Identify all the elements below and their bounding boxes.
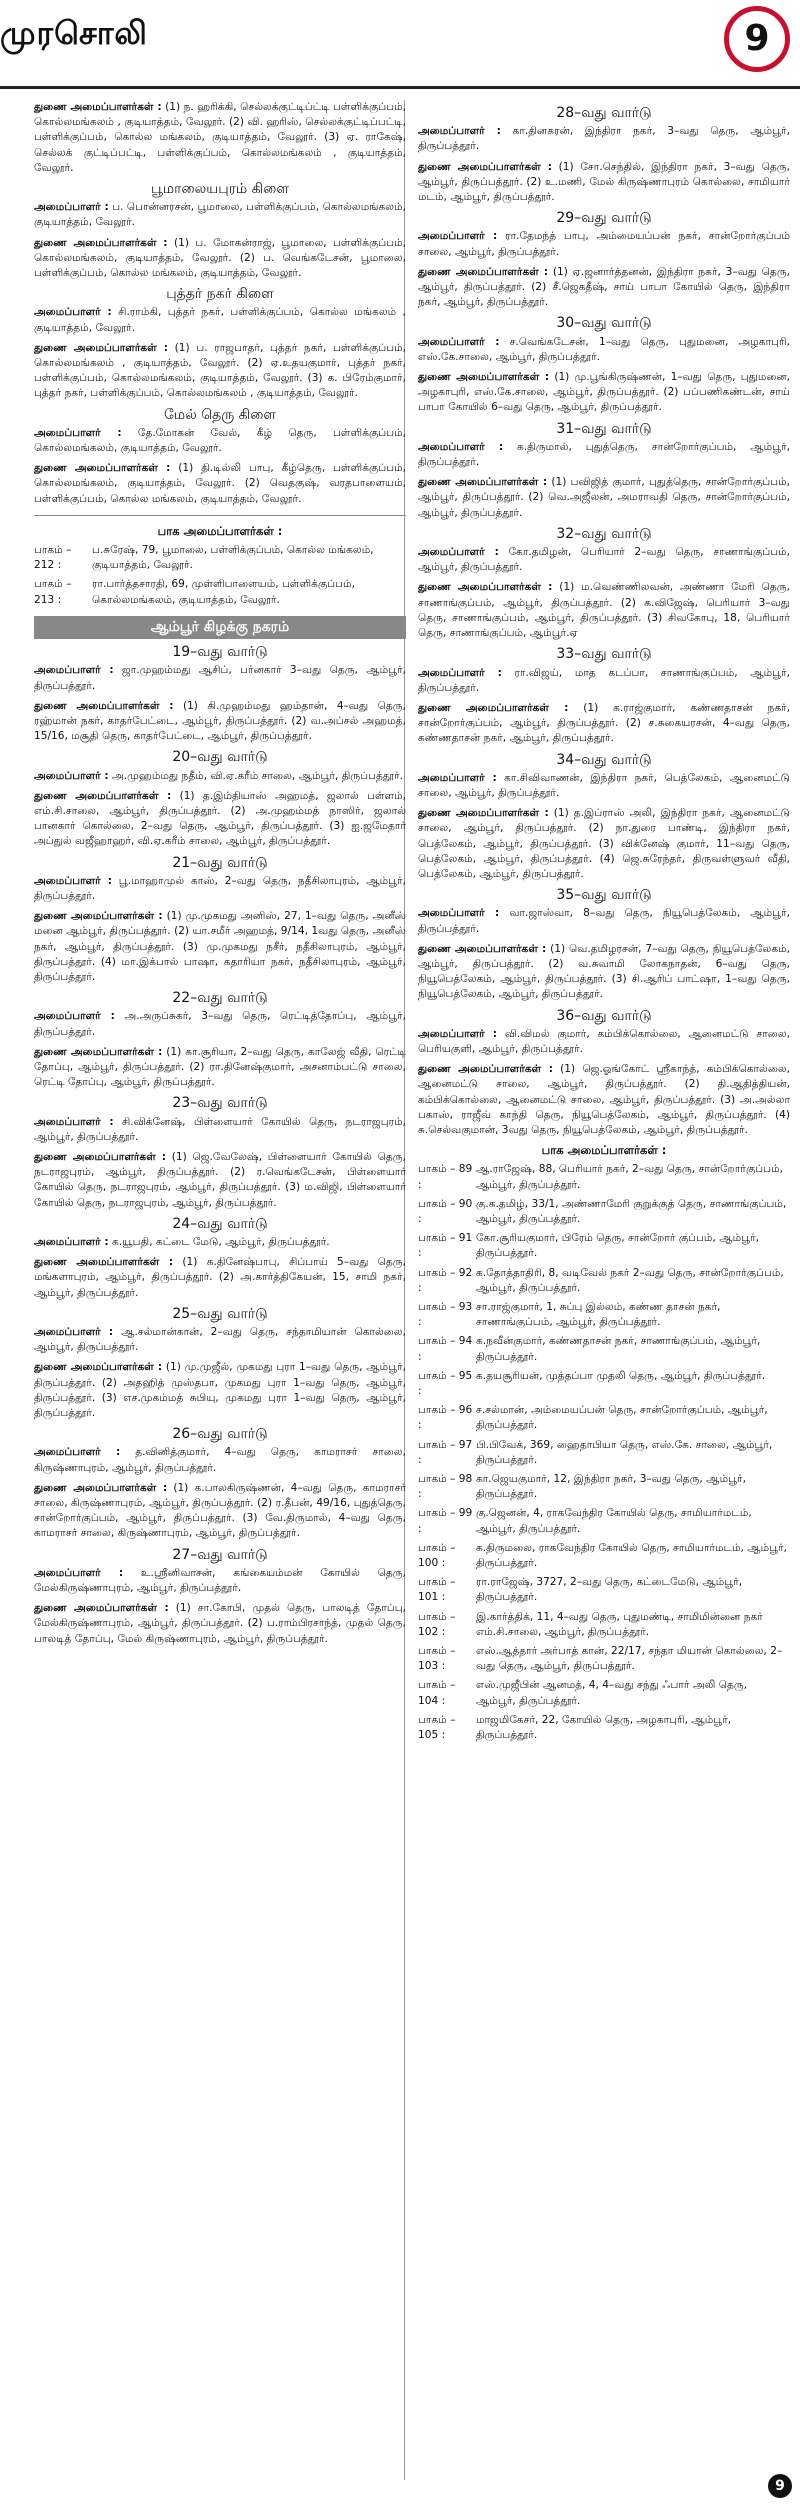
entry-text: க.யூபதி, கட்டை மேடு, ஆம்பூர், திருப்பத்தூர். xyxy=(112,1236,330,1248)
para-number: பாகம் – 89 : xyxy=(418,1163,473,1191)
para-row xyxy=(418,1266,790,1296)
para-organisers-heading: பாக அமைப்பாளர்கள் : xyxy=(157,523,283,538)
para-row xyxy=(34,543,406,573)
para-number: பாகம் – 103 : xyxy=(418,1645,456,1673)
entry-label: துணை அமைப்பாளர்கள் : xyxy=(34,101,162,113)
entry-text: (1) மு.முஜீல், முகமது புரா 1–வது தெரு, ஆம்பூர், திருப்பத்தூர். (2) அதஹித் முஸ்தபா, முகமது புரா 1–வது தெரு, ஆம்பூர், திருப்பத்தூர். (3) எச.முகம்மத் சுபியு, முகமது புரா 1–வது தெரு, ஆம்பூர், திருப்பத்தூர். xyxy=(34,1361,406,1420)
entry-text: கோ.தமிழன், பெரியார் 2–வது தெரு, சாணாங்குப்பம், ஆம்பூர், திருப்பத்தூர். xyxy=(418,546,790,574)
entry-label: அமைப்பாளர் : xyxy=(418,546,499,559)
entry-paragraph xyxy=(418,370,790,416)
ward-heading: 21–வது வார்டு xyxy=(172,854,268,871)
entry-label: துணை அமைப்பாளர்கள் : xyxy=(34,1256,174,1269)
para-row xyxy=(418,1231,790,1261)
entry-text: ரா.தேமந்த் பாபு, அம்மையப்பன் நகர், சான்றோர்குப்பம் சாலை, ஆம்பூர், திருப்பத்தூர். xyxy=(418,230,790,258)
entry-paragraph xyxy=(34,1566,406,1596)
entry-paragraph xyxy=(34,1601,406,1647)
entry-text: (1) கா.சூரியா, 2–வது தெரு, காலேஜ் வீதி, ரெட்டி தோப்பு, ஆம்பூர், திருப்பத்தூர். (2) ரா.தினேஷ்குமார், அசனாம்பட்டு சாலை, ரெட்டி தோப்பு, ஆம்பூர், திருப்பத்தூர். xyxy=(34,1045,406,1089)
entry-paragraph xyxy=(34,1235,406,1250)
entry-text: வா.ஜாஸ்வா, 8–வது தெரு, நியூபெத்லேகம், ஆம்பூர், திருப்பத்தூர். xyxy=(418,907,790,935)
para-row xyxy=(418,1197,790,1227)
para-number: பாகம் – 105 : xyxy=(418,1713,456,1742)
para-number: பாகம் – 104 : xyxy=(418,1679,456,1707)
entry-text: (1) ப. ராஜபாதர், புத்தர் நகர், பள்ளிக்குப்பம், கொல்லமங்கலம் , குடியாத்தம், வேலூர். (2) ஏ.உதயகுமார், புத்தர் நகர், பள்ளிக்குப்பம், கொல்லமங்கலம், குடியாத்தம், வேலூர். (3) க. பிரேம்குமார், புத்தர் நகர், பள்ளிக்குப்பம், கொல்லமங்கலம் , குடியாத்தம், வேலூர். xyxy=(34,341,406,400)
entry-text: அ.முஹம்மது நதீம், வி.ஏ.கரீம் சாலை, ஆம்பூர், திருப்பத்தூர். xyxy=(112,769,403,782)
entry-paragraph xyxy=(418,265,790,311)
entry-label: அமைப்பாளர் : xyxy=(34,426,122,439)
ward-heading: 22–வது வார்டு xyxy=(172,990,268,1007)
ward-heading: 35–வது வார்டு xyxy=(556,887,652,904)
para-text: ச.சல்மான், அம்மையப்பன் தெரு, சான்றோர்குப்பம், ஆம்பூர், திருப்பத்தூர். xyxy=(476,1404,768,1432)
newspaper-title: முரசொலி xyxy=(0,14,148,52)
entry-paragraph xyxy=(34,769,406,784)
para-number: பாகம் – 96 : xyxy=(418,1404,473,1432)
entry-label: துணை அமைப்பாளர்கள் : xyxy=(418,942,547,955)
entry-label: அமைப்பாளர் : xyxy=(34,1446,121,1459)
entry-paragraph xyxy=(418,942,790,1003)
ward-heading: 23–வது வார்டு xyxy=(172,1095,268,1112)
para-text: க.தோத்தாதிரி, 8, வடிவேல் நகர் 2–வது தெரு, சான்றோர்குப்பம், ஆம்பூர், திருப்பத்தூர். xyxy=(476,1266,784,1294)
entry-text: க.திருமால், புதுத்தெரு, சான்றோர்குப்பம், ஆம்பூர், திருப்பத்தூர். xyxy=(418,440,790,469)
para-text: மாஜமிகேசர், 22, கோயில் தெரு, அழகாபுரி, ஆம்பூர், திருப்பத்தூர். xyxy=(476,1713,732,1742)
para-text: ரா.ராஜேஷ், 3727, 2–வது தெரு, கட்டைமேடு, ஆம்பூர், திருப்பத்தூர். xyxy=(476,1576,743,1604)
para-row xyxy=(418,1334,790,1364)
para-number: பாகம் – 101 : xyxy=(418,1576,456,1604)
para-number: பாகம் – 92 : xyxy=(418,1266,473,1294)
ward-heading: 36–வது வார்டு xyxy=(556,1007,652,1024)
para-row xyxy=(418,1472,790,1502)
entry-paragraph xyxy=(34,1115,406,1145)
entry-paragraph xyxy=(418,1027,790,1057)
ward-heading: 32–வது வார்டு xyxy=(556,525,652,542)
ward-heading: 30–வது வார்டு xyxy=(556,315,652,332)
entry-paragraph xyxy=(34,1445,406,1475)
entry-paragraph xyxy=(34,200,406,230)
para-text: க.நவீன்குமார், கண்ணதாசன் நகர், சாணாங்குப்பம், ஆம்பூர், திருப்பத்தூர். xyxy=(476,1335,761,1363)
entry-text: உ.ஸ்ரீனிவாசன், கங்கையம்மன் கோயில் தெரு, மேல்கிருஷ்ணாபுரம், ஆம்பூர், திருப்பத்தூர். xyxy=(34,1566,406,1595)
entry-text: (1) க.தினேஷ்பாபு, சிப்பாய் 5–வது தெரு, மங்களாபுரம், ஆம்பூர், திருப்பத்தூர். (2) அ.கார்த்திகேயன், 15, சாமி நகர், ஆம்பூர், திருப்பத்தூர். xyxy=(34,1256,406,1299)
entry-text: (1) மு.பூங்கிருஷ்ணன், 1–வது தெரு, புதுமனை, அழகாபுரி, எஸ்.கே.சாலை, ஆம்பூர், திருப்பத்தூர். (2) பப்பணிகண்டன், சாய் பாபா கோயில் 6–வது தெரு, ஆம்பூர், திருப்பத்தூர். xyxy=(418,371,790,414)
entry-text: (1) ப. மோகன்ராஜ், பூமாலை, பள்ளிக்குப்பம், கொல்லமங்கலம், குடியாத்தம், வேலூர். (2) ப. வெங்கடேசன், பூமாலை, பள்ளிக்குப்பம், கொல்ல மங்கலம், குடியாத்தம், வேலூர். xyxy=(34,236,406,280)
entry-label: அமைப்பாளர் : xyxy=(34,874,113,887)
entry-paragraph xyxy=(418,1062,790,1138)
entry-text: கா.சிவிவாணன், இந்திரா நகர், பெத்லேகம், ஆனைமட்டு சாலை, ஆம்பூர், திருப்பத்தூர். xyxy=(418,771,790,799)
entry-text: (1) சா.கோபி, முதல் தெரு, பாலடித் தோப்பு, மேல்கிருஷ்ணாபுரம், ஆம்பூர், திருப்பத்தூர். (2) ப.ராம்பிரசாந்த், முதல் தெரு, பாலடித் தோப்பு, மேல் கிருஷ்ணாபுரம், ஆம்பூர், திருப்பத்தூர். xyxy=(34,1602,406,1645)
entry-text: அ.அருப்சுகர், 3–வது தெரு, ரெட்டித்தோப்பு, ஆம்பூர், திருப்பத்தூர். xyxy=(34,1010,406,1038)
entry-paragraph xyxy=(34,909,406,985)
entry-paragraph xyxy=(34,100,406,176)
branch-heading: பூமாலையபுரம் கிளை xyxy=(150,181,289,198)
entry-text: (1) கி.முஹம்மது ஹம்தான், 4–வது தெரு, ரஹ்மான் நகர், காதர்பேட்டை, ஆம்பூர், திருப்பத்தூர். (2) வ.அப்சல் அஹமத், 15/16, மசூதி தெரு, காதர்பேட்டை, ஆம்பூர், திருப்பத்தூர். xyxy=(34,699,406,743)
entry-paragraph xyxy=(34,426,406,456)
entry-text: சி.விக்னேஷ், பிள்ளையார் கோயில் தெரு, நடராஜபுரம், ஆம்பூர், திருப்பத்தூர். xyxy=(34,1115,406,1143)
entry-text: ச.வெங்கடேசன், 1–வது தெரு, புதுமனை, அழகாபுரி, எஸ்.கே.சாலை, ஆம்பூர், திருப்பத்தூர். xyxy=(418,335,790,363)
page-number-badge: 9 xyxy=(724,6,790,72)
para-row xyxy=(418,1610,790,1640)
entry-paragraph xyxy=(418,160,790,206)
entry-paragraph xyxy=(34,461,406,507)
ward-heading: 29–வது வார்டு xyxy=(556,210,652,227)
para-row xyxy=(418,1506,790,1536)
para-number: பாகம் – 99 : xyxy=(418,1507,473,1535)
entry-label: துணை அமைப்பாளர்கள் : xyxy=(418,581,553,594)
entry-label: துணை அமைப்பாளர்கள் : xyxy=(34,1602,169,1615)
para-text: ஆ.ராஜேஷ், 88, பெரியார் நகர், 2–வது தெரு, சான்றோர்குப்பம், ஆம்பூர், திருப்பத்தூர். xyxy=(476,1163,783,1191)
entry-label: அமைப்பாளர் : xyxy=(418,771,497,784)
entry-text: (1) சோ.செந்தில், இந்திரா நகர், 3–வது தெரு, ஆம்பூர், திருப்பத்தூர். (2) உ.மணி, மேல் கிருஷ்ணாபுரம் கொல்லை, சாமியார் மடம், ஆம்பூர், திருப்பத்தூர். xyxy=(418,160,790,204)
entry-paragraph xyxy=(34,341,406,402)
entry-label: துணை அமைப்பாளர்கள் : xyxy=(418,476,548,489)
entry-text: (1) ந. ஹரிக்கி, செல்லக்குட்டிப்ட்டி பள்ளிக்குப்பம், கொல்லமங்கலம் , குடியாத்தம், வேலூர். (2) வி. ஹரிஸ், செல்லக்குட்டிப்பட்டி, பள்ளிக்குப்பம், கொல்ல மங்கலம், குடியாத்தம், வேலூர். (3) ஏ. ராகேஷ், செல்லக் குட்டிப்பட்டி, பள்ளிக்குப்பம், கொல்லமங்கலம் , குடியாத்தம், வேலூர். xyxy=(34,101,406,174)
entry-paragraph xyxy=(34,874,406,904)
ward-heading: 26–வது வார்டு xyxy=(172,1426,268,1443)
para-text: எஸ்.முஜீபின் ஆனமத், 4, 4–வது சந்து ஃபார் அலி தெரு, ஆம்பூர், திருப்பத்தூர். xyxy=(476,1679,748,1707)
entry-label: துணை அமைப்பாளர்கள் : xyxy=(418,1063,553,1076)
entry-paragraph xyxy=(418,124,790,154)
entry-paragraph xyxy=(34,1325,406,1355)
para-row xyxy=(418,1369,790,1399)
entry-label: அமைப்பாளர் : xyxy=(34,306,112,319)
entry-paragraph xyxy=(418,475,790,521)
entry-label: அமைப்பாளர் : xyxy=(418,230,498,243)
para-text: இ.கார்த்திக், 11, 4–வது தெரு, புதுமண்டி, சாமிமின்னை நகர் எம்.சி.சாலை, ஆம்பூர், திருப்பத்தூர். xyxy=(476,1610,763,1638)
entry-paragraph xyxy=(418,701,790,747)
entry-text: (1) மு.முகமது அனிஸ், 27, 1–வது தெரு, அனீஸ் மனை ஆம்பூர், திருப்பத்தூர். (2) யா.சமீர் அஹமத், 9/14, 1வது தெரு, அனீஸ் நகர், ஆம்பூர், திருப்பத்தூர். (3) மு.முகமது நசீர், நதீசிலாபுரம், ஆம்பூர், திருப்பத்தூர். (4) மா.இக்பால் பாஷா, கதாரியா நகர், நதீசிலாபுரம், ஆம்பூர், திருப்பத்தூர். xyxy=(34,910,406,983)
ward-heading: 25–வது வார்டு xyxy=(172,1305,268,1322)
entry-label: துணை அமைப்பாளர்கள் : xyxy=(418,371,550,384)
entry-text: (1) தி.டில்லி பாபு, கீழ்தெரு, பள்ளிக்குப்பம், கொல்லமங்கலம், குடியாத்தம், வேலூர். (2) வெதகுஷ், வரதபாளையம், பள்ளிக்குப்பம், கொல்ல மங்கலம், குடியாத்தம், வேலூர். xyxy=(34,462,406,505)
entry-text: (1) த.இப்ராஸ் அலி, இந்திரா நகர், ஆனைமட்டு சாலை, ஆம்பூர், திருப்பத்தூர். (2) நா.துரை பாண்டி, இந்திரா நகர், பெத்லேகம், ஆம்பூர், திருப்பத்தூர். (3) விக்னேஷ் குமார், 11–வது தெரு, பெத்லேகம், ஆம்பூர், திருப்பத்தூர். (4) ஜெ.சுரேந்தர், திருவள்ளுவர் வீதி, பெத்லேகம், ஆம்பூர், திருப்பத்தூர். xyxy=(418,807,790,880)
entry-paragraph xyxy=(418,440,790,470)
entry-text: த.வினித்குமார், 4–வது தெரு, காமராசர் சாலை, கிருஷ்ணாபுரம், ஆம்பூர், திருப்பத்தூர். xyxy=(34,1446,406,1474)
entry-paragraph xyxy=(34,699,406,745)
entry-label: துணை அமைப்பாளர்கள் : xyxy=(34,1045,163,1058)
entry-label: அமைப்பாளர் : xyxy=(418,335,500,348)
footer-page-number: 9 xyxy=(768,2474,792,2498)
ward-heading: 31–வது வார்டு xyxy=(556,420,652,437)
para-row xyxy=(34,577,406,607)
entry-label: துணை அமைப்பாளர்கள் : xyxy=(34,699,174,712)
entry-label: அமைப்பாளர் : xyxy=(418,907,500,920)
entry-label: துணை அமைப்பாளர்கள் : xyxy=(34,1481,168,1494)
para-number: பாகம் – 97 : xyxy=(418,1438,473,1466)
entry-label: துணை அமைப்பாளர்கள் : xyxy=(34,236,168,249)
entry-label: அமைப்பாளர் : xyxy=(34,1566,124,1579)
entry-label: துணை அமைப்பாளர்கள் : xyxy=(34,789,172,802)
para-number: பாகம் – 212 : xyxy=(34,544,72,572)
entry-label: துணை அமைப்பாளர்கள் : xyxy=(34,462,171,475)
para-row xyxy=(418,1403,790,1433)
entry-label: அமைப்பாளர் : xyxy=(34,1115,114,1128)
entry-paragraph xyxy=(34,663,406,693)
para-text: க.தயசூரியன், முத்தப்பா முதலி தெரு, ஆம்பூர், திருப்பத்தூர். xyxy=(476,1369,766,1382)
para-row xyxy=(418,1438,790,1468)
entry-label: அமைப்பாளர் : xyxy=(34,201,109,214)
entry-text: தே.மோகன் வேல், கீழ் தெரு, பள்ளிக்குப்பம், கொல்லமங்கலம், குடியாத்தம், வேலூர். xyxy=(34,426,406,455)
entry-text: (1) ஏ.ஜனார்த்தனன், இந்திரா நகர், 3–வது தெரு, ஆம்பூர், திருப்பத்தூர். (2) சீ.ஜெகதீஷ், சாய் பாபா கோயில் தெரு, இந்திரா நகர், ஆம்பூர், திருப்பத்தூர். xyxy=(418,265,790,309)
para-row xyxy=(418,1162,790,1192)
entry-label: துணை அமைப்பாளர்கள் : xyxy=(34,341,168,354)
entry-label: அமைப்பாளர் : xyxy=(34,1236,109,1248)
ward-heading: 20–வது வார்டு xyxy=(172,749,268,766)
para-number: பாகம் – 95 : xyxy=(418,1369,473,1398)
entry-paragraph xyxy=(34,1009,406,1039)
para-row xyxy=(418,1713,790,1743)
entry-paragraph xyxy=(34,1255,406,1301)
entry-text: ரா.விஜய், மாத கடப்பா, சாணாங்குப்பம், ஆம்பூர், திருப்பத்தூர். xyxy=(418,666,790,694)
left-column xyxy=(34,100,406,2480)
para-text: ப.சுரேஷ், 79, பூமாலை, பள்ளிக்குப்பம், கொல்ல மங்கலம், குடியாத்தம், வேலூர். xyxy=(92,544,374,572)
para-number: பாகம் – 102 : xyxy=(418,1610,456,1638)
ward-heading: 19–வது வார்டு xyxy=(172,644,268,661)
entry-text: சி.ராம்கி, புத்தர் நகர், பள்ளிக்குப்பம், கொல்ல மங்கலம் , குடியாத்தம், வேலூர். xyxy=(34,306,406,334)
entry-paragraph xyxy=(34,1481,406,1542)
ward-heading: 27–வது வார்டு xyxy=(172,1546,268,1563)
para-text: ரா.பார்த்தசாரதி, 69, முள்ளிபாளையம், பள்ளிக்குப்பம், கொல்லமங்கலம், குடியாத்தம், வேலூர். xyxy=(92,578,355,606)
entry-label: அமைப்பாளர் : xyxy=(34,1326,114,1339)
entry-paragraph xyxy=(418,906,790,936)
entry-paragraph xyxy=(418,545,790,575)
entry-paragraph xyxy=(418,771,790,801)
entry-paragraph xyxy=(418,335,790,365)
entry-paragraph xyxy=(418,666,790,696)
entry-paragraph xyxy=(418,229,790,259)
entry-text: (1) க.ராஜ்குமார், கண்ணதாசன் நகர், சான்றோர்குப்பம், ஆம்பூர், திருப்பத்தூர். (2) ச.சுகையரசன், 4–வது தெரு, கண்ணதாசன் நகர், ஆம்பூர், திருப்பத்தூர். xyxy=(418,701,790,745)
entry-label: துணை அமைப்பாளர்கள் : xyxy=(34,910,163,923)
entry-text: கா.தினகரன், இந்திரா நகர், 3–வது தெரு, ஆம்பூர், திருப்பத்தூர். xyxy=(418,125,790,153)
entry-paragraph xyxy=(418,806,790,882)
branch-heading: மேல் தெரு கிளை xyxy=(163,406,277,423)
para-text: கு.ஜெனன், 4, ராகவேந்திர கோயில் தெரு, சாமியார்மடம், ஆம்பூர், திருப்பத்தூர். xyxy=(476,1507,752,1535)
entry-label: துணை அமைப்பாளர்கள் : xyxy=(418,807,549,820)
para-text: கு.க.தமிழ், 33/1, அண்ணாமேரி குறுக்குத் தெரு, சாணாங்குப்பம், ஆம்பூர், திருப்பத்தூர். xyxy=(476,1197,787,1225)
para-number: பாகம் – 100 : xyxy=(418,1541,456,1570)
entry-text: பூ.மாஹாமுல் காஸ், 2–வது தெரு, நதீசிலாபுரம், ஆம்பூர், திருப்பத்தூர். xyxy=(34,874,406,902)
entry-text: ஆ.சல்மான்கான், 2–வது தெரு, சந்தாமியான் கொல்லை, ஆம்பூர், திருப்பத்தூர். xyxy=(34,1326,406,1354)
entry-label: அமைப்பாளர் : xyxy=(418,1027,498,1040)
entry-label: அமைப்பாளர் : xyxy=(34,664,114,677)
entry-text: (1) த.இம்தியாஸ் அஹமத், ஜலால் பள்ளம், எம்.சி.சாலை, ஆம்பூர், திருப்பத்தூர். (2) அ.முஹம்மத் நாஸிர், ஜலால் பானகார் கொல்லை, 2–வது தெரு, ஆம்பூர், திருப்பத்தூர். (3) ஐ.ஜமேதார் அப்துல் வஜீஹாஹர், வி.ஏ.கரீம் சாலை, ஆம்பூர், திருப்பத்தூர். xyxy=(34,789,406,848)
entry-label: அமைப்பாளர் : xyxy=(34,1010,115,1023)
entry-label: துணை அமைப்பாளர்கள் : xyxy=(34,1361,163,1374)
ward-heading: 28–வது வார்டு xyxy=(556,105,652,121)
section-rule xyxy=(34,515,406,516)
para-number: பாகம் – 98 : xyxy=(418,1473,473,1501)
entry-paragraph xyxy=(418,580,790,641)
section-band: ஆம்பூர் கிழக்கு நகரம் xyxy=(34,616,406,639)
entry-text: (1) ஜெ.வேலேஷ், பிள்ளையார் கோயில் தெரு, நடராஜபுரம், ஆம்பூர், திருப்பத்தூர். (2) ர.வெங்கடேசன், பிள்ளையார் கோயில் தெரு, நடராஜபுரம், ஆம்பூர், திருப்பத்தூர். (3) ம.விஜி, பிள்ளையார் கோயில் தெரு, நடராஜபுரம், ஆம்பூர், திருப்பத்தூர். xyxy=(34,1150,406,1209)
ward-heading: 24–வது வார்டு xyxy=(172,1215,268,1232)
entry-label: துணை அமைப்பாளர்கள் : xyxy=(418,265,549,278)
entry-label: துணை அமைப்பாளர்கள் : xyxy=(418,160,552,173)
para-number: பாகம் – 94 : xyxy=(418,1335,473,1363)
para-text: சா.ராஜ்குமார், 1, சுப்பு இல்லம், கண்ண தாசன் நகர், சாணாங்குப்பம், ஆம்பூர், திருப்பத்தூர். xyxy=(476,1301,721,1329)
para-text: க.திருமலை, ராகவேந்திர கோயில் தெரு, சாமியார்மடம், ஆம்பூர், திருப்பத்தூர். xyxy=(476,1541,788,1570)
entry-paragraph xyxy=(34,236,406,282)
para-number: பாகம் – 93 : xyxy=(418,1301,473,1329)
entry-label: அமைப்பாளர் : xyxy=(418,125,501,138)
para-row xyxy=(418,1644,790,1674)
entry-text: (1) ஜெ.ஓங்கோட் ஸ்ரீகாந்த், கம்பிக்கொல்லை, ஆனைமட்டு சாலை, ஆம்பூர், திருப்பத்தூர். (2) தி.ஆதித்தியன், கம்பிக்கொல்லை, ஆனைமட்டு சாலை, ஆம்பூர், திருப்பத்தூர். (3) அ.அல்லா பகாஸ், ராஜீவ் காந்தி தெரு, நியூபெத்லேகம், ஆம்பூர், திருப்பத்தூர். (4) சு.செல்வகுமான், 3வது தெரு, நியூபெத்லேகம், ஆம்பூர், திருப்பத்தூர். xyxy=(418,1063,790,1136)
ward-heading: 33–வது வார்டு xyxy=(556,646,652,663)
entry-text: ப. பொன்னரசன், பூமாலை, பள்ளிக்குப்பம், கொல்லமங்கலம், குடியாத்தம், வேலூர். xyxy=(34,201,406,229)
entry-label: துணை அமைப்பாளர்கள் : xyxy=(34,1150,167,1163)
ward-heading: 34–வது வார்டு xyxy=(556,751,652,768)
entry-label: அமைப்பாளர் : xyxy=(418,666,502,679)
entry-paragraph xyxy=(34,305,406,335)
entry-label: அமைப்பாளர் : xyxy=(34,769,109,782)
entry-paragraph xyxy=(34,1150,406,1211)
entry-paragraph xyxy=(34,789,406,850)
entry-text: ஜா.முஹம்மது ஆசிப், பர்னகார் 3–வது தெரு, ஆம்பூர், திருப்பத்தூர். xyxy=(34,664,406,692)
entry-text: (1) பவிஜித் குமார், புதுத்தெரு, சான்றோர்குப்பம், ஆம்பூர், திருப்பத்தூர். (2) வெ.அஜீலன், அமராவதி தெரு, சான்றோர்குப்பம், ஆம்பூர், திருப்பத்தூர். xyxy=(418,476,790,519)
para-number: பாகம் – 91 : xyxy=(418,1232,473,1260)
para-row xyxy=(418,1678,790,1708)
para-row xyxy=(418,1300,790,1330)
branch-heading: புத்தர் நகர் கிளை xyxy=(166,286,274,303)
entry-paragraph xyxy=(34,1045,406,1091)
entry-label: அமைப்பாளர் : xyxy=(418,440,504,453)
right-column xyxy=(418,100,790,2480)
entry-text: (1) வெ.தமிழரசன், 7–வது தெரு, நியூபெத்லேகம், ஆம்பூர், திருப்பத்தூர். (2) வ.சுவாமி லோகநாதன், 6–வது தெரு, நியூபெத்லேகம், ஆம்பூர், திருப்பத்தூர். (3) சி.ஆரிப் பாட்ஷா, 1–வது தெரு, நியூபெத்லேகம், ஆம்பூர், திருப்பத்தூர். xyxy=(418,942,790,1001)
para-row xyxy=(418,1541,790,1571)
para-organisers-heading: பாக அமைப்பாளர்கள் : xyxy=(541,1143,667,1158)
para-number: பாகம் – 213 : xyxy=(34,578,72,606)
para-text: கோ.சூரியகுமார், பிரேம் தெரு, சான்றோர் குப்பம், ஆம்பூர், திருப்பத்தூர். xyxy=(476,1232,759,1260)
para-row xyxy=(418,1575,790,1605)
entry-text: (1) க.பாலகிருஷ்ணன், 4–வது தெரு, காமராசர் சாலை, கிருஷ்ணாபுரம், ஆம்பூர், திருப்பத்தூர். (2) ர.தீபன், 49/16, புதுத்தெரு, சான்றோர்குப்பம், ஆம்பூர், திருப்பத்தூர். (3) வே.திருமால், 4–வது தெரு, காமராசர் சாலை, கிருஷ்ணாபுரம், ஆம்பூர், திருப்பத்தூர். xyxy=(34,1481,406,1540)
entry-text: வி.விமல் குமார், கம்பிக்கொல்லை, ஆனைமட்டு சாலை, பெரியகுளி, ஆம்பூர், திருப்பத்தூர். xyxy=(418,1027,790,1055)
para-text: கா.ஜெயகுமார், 12, இந்திரா நகர், 3–வது தெரு, ஆம்பூர், திருப்பத்தூர். xyxy=(476,1473,746,1501)
entry-text: (1) ம.வெண்ணிலவன், அண்ணா மேரி தெரு, சாணாங்குப்பம், ஆம்பூர், திருப்பத்தூர். (2) க.விஜேஷ், பெரியார் 3–வது தெரு, சாணாங்குப்பம், ஆம்பூர், திருப்பத்தூர். (3) சிவகோபு, 18, பெரியார் தெரு, சாணாங்குப்பம், ஆம்பூர்.ஏ xyxy=(418,581,790,640)
para-text: பி.பிவேக், 369, ஹைதாபியா தெரு, எஸ்.கே. சாலை, ஆம்பூர், திருப்பத்தூர். xyxy=(476,1438,773,1466)
entry-paragraph xyxy=(34,1360,406,1421)
entry-label: துணை அமைப்பாளர்கள் : xyxy=(418,701,569,714)
masthead xyxy=(0,0,800,89)
para-number: பாகம் – 90 : xyxy=(418,1197,473,1225)
para-text: எஸ்.ஆத்தார் அர்பாத் கான், 22/17, சந்தா மியான் கொல்லை, 2–வது தெரு, ஆம்பூர், திருப்பத்தூர். xyxy=(476,1645,783,1673)
